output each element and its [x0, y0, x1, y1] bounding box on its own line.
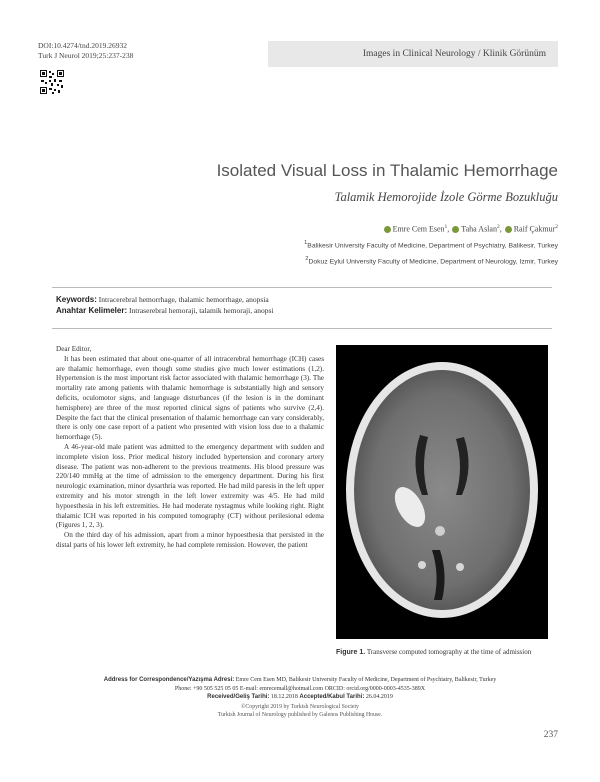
doi-block — [38, 41, 133, 61]
author-2[interactable]: Taha Aslan$^2$, — [452, 224, 501, 234]
affiliation-2: $^2$Dokuz Eylul University Faculty of Medicine, Department of Neurology, Izmir, Turkey — [305, 256, 558, 266]
page-number: 237 — [543, 730, 558, 740]
affiliation-1: $^1$Balikesir University Faculty of Medicine, Department of Psychiatry, Balikesir, Turkey — [304, 240, 558, 250]
salutation: Dear Editor, — [56, 345, 92, 353]
figure-caption: Figure 1. Transverse computed tomography at the time of admission — [336, 648, 532, 656]
orcid-icon[interactable] — [452, 226, 459, 233]
author-3[interactable]: Raif Çakmur$^2$ — [505, 224, 558, 234]
orcid-icon[interactable] — [384, 226, 391, 233]
qr-code-icon[interactable] — [40, 70, 64, 94]
author-1[interactable]: Emre Cem Esen$^1$, — [384, 224, 450, 234]
orcid-icon[interactable] — [505, 226, 512, 233]
author-list — [384, 224, 558, 234]
paragraph: It has been estimated that about one-quarter of all intracerebral hemorrhage (ICH) cases are thalamic hemorrhage, even though some studies give much lower estimations (1,2). Hypertension is the most important risk factor associated with thalamic hemorrhage (3). The mortality rate among patients with thalamic hemorrhage is substantially high and sensory deficits, oculomotor signs, and language disturbances (if the lesion is in the dominant hemisphere) are three of the most reported clinical signs of patients who survive (2,4). Despite the fact that the clinical presentation of thalamic hemorrhage can vary considerably, there is only one case report of a patient who presented with vision loss due to a thalamic hemorrhage (5). — [56, 354, 324, 442]
body-text — [56, 345, 324, 551]
copyright: ©Copyright 2019 by Turkish Neurological Society Turkish Journal of Neurology published by Galenos Publishing House. — [217, 704, 383, 718]
paragraph: On the third day of his admission, apart from a minor hypoesthesia that persisted in the distal parts of his lower left extremity, he had complete remission. However, the patient — [56, 531, 324, 549]
ct-scan-image[interactable] — [336, 345, 548, 639]
correspondence-block: Address for Correspondence/Yazışma Adresi: Emre Cem Esen MD, Balikesir University Faculty of Medicine, Department of Psychiatry, Balikesir, Turkey Phone: +90 505 525 05 05 E-mail: emrecemall@hotmail.com ORCID: orcid.org/0000-0003-4535-389X Received/Geliş Tarihi: 18.12.2018 Accepted/Kabul Tarihi: 26.04.2019 — [103, 677, 497, 700]
keywords-en: Keywords: Intracerebral hemorrhage, thalamic hemorrhage, anopsia — [56, 295, 269, 304]
keywords-box — [52, 287, 552, 329]
paragraph: A 46-year-old male patient was admitted to the emergency department with sudden and incomplete vision loss. Prior medical history included hypertension and coronary artery disease. The patient was non-adherent to the previous treatments. His blood pressure was 220/140 mmHg at the time of admission to the emergency department. During his first neurologic examination, minor dysarthria was reported. He had mild paresis in the left upper extremity and his motor strength in the left lower extremity was 4/5. He had mild hypoesthesia in his left extremities. He had moderate nystagmus while looking right. Right thalamic ICH was reported in his computed tomography (CT) without perilesional edema (Figures 1, 2, 3). — [56, 442, 324, 530]
section-banner: Images in Clinical Neurology / Klinik Görünüm — [268, 41, 558, 67]
article-subtitle: Talamik Hemorojide İzole Görme Bozukluğu — [334, 190, 558, 204]
keywords-tr: Anahtar Kelimeler: Intraserebral hemoraji, talamik hemoraji, anopsi — [56, 306, 274, 315]
citation: Turk J Neurol 2019;25:237-238 — [38, 51, 134, 60]
article-title: Isolated Visual Loss in Thalamic Hemorrhage — [216, 161, 558, 180]
doi[interactable]: DOI:10.4274/tnd.2019.26932 — [38, 41, 127, 50]
